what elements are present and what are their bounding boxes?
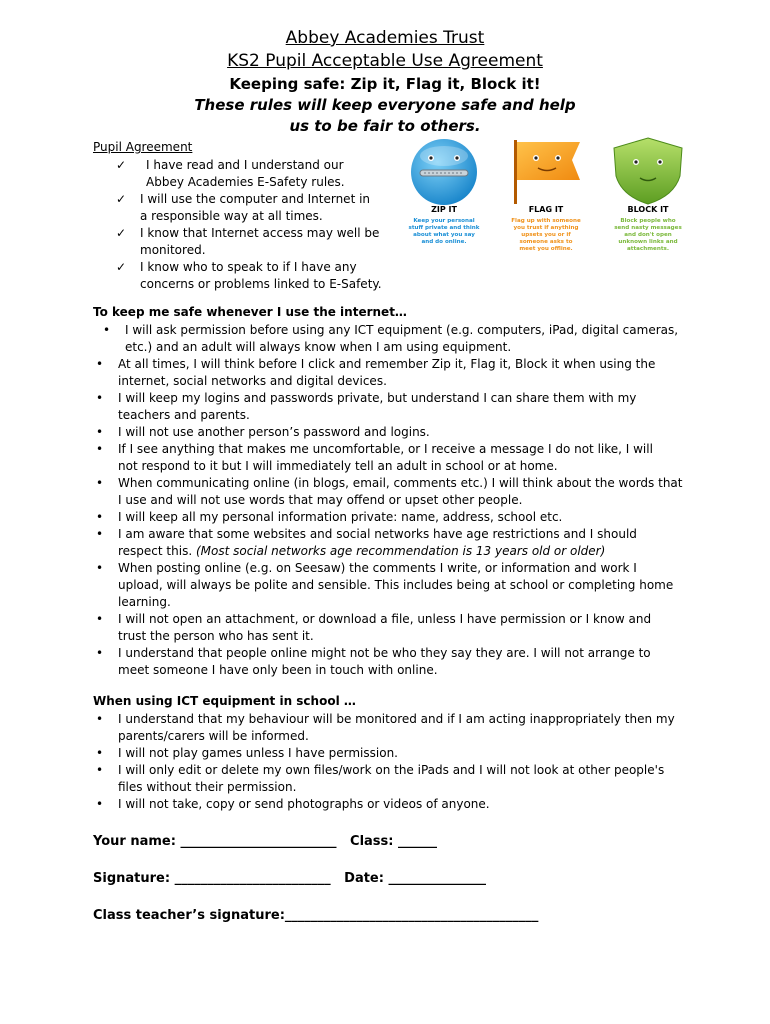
list-item: • At all times, I will think before I click and remember Zip it, Flag it, Block it when using the internet, social networks and digital devices. xyxy=(96,357,656,388)
list-item: • I understand that my behaviour will be monitored and if I am acting inappropriately then my parents/carers will be informed. xyxy=(96,712,675,743)
zip-it-badge xyxy=(398,136,490,266)
shield-icon xyxy=(602,136,694,206)
list-item: • I will not play games unless I have permission. xyxy=(96,746,398,760)
flag-it-title: FLAG IT xyxy=(528,205,564,214)
pupil-agreement-list xyxy=(116,157,396,293)
flag-it-text: Flag up with someone you trust if anything upsets you or if someone asks to meet you offline. xyxy=(511,218,581,252)
list-item: • I will not take, copy or send photographs or videos of anyone. xyxy=(96,797,490,811)
bullet-icon: • xyxy=(96,712,104,726)
teacher-signature-field[interactable]: Class teacher’s signature:_______________________________________ xyxy=(93,908,539,923)
school-rules-list xyxy=(93,711,683,813)
bullet-icon: • xyxy=(96,646,104,660)
list-item: ✓ I know that Internet access may well be monitored. xyxy=(116,226,380,257)
bullet-icon: • xyxy=(96,527,104,541)
list-item: • If I see anything that makes me uncomfortable, or I receive a message I do not like, I will not respond to it but I will immediately tell an adult in school or at home. xyxy=(96,442,653,473)
list-item: ✓ I know who to speak to if I have any concerns or problems linked to E-Safety. xyxy=(116,260,382,291)
check-icon: ✓ xyxy=(116,158,127,172)
list-item: • I will not use another person’s password and logins. xyxy=(96,425,430,439)
list-item: • I will keep my logins and passwords private, but understand I can share them with my teachers and parents. xyxy=(96,391,637,422)
intro-line-2: us to be fair to others. xyxy=(289,117,481,135)
zip-it-title: ZIP IT xyxy=(431,205,457,214)
flag-it-badge xyxy=(500,136,592,266)
intro-line-1: These rules will keep everyone safe and help xyxy=(194,96,576,114)
signature-date-field[interactable]: Signature: ________________________ Date: _______________ xyxy=(93,871,486,886)
list-item: • When communicating online (in blogs, email, comments etc.) I will think about the words that I use and will not use words that may offend or upset other people. xyxy=(96,476,683,507)
age-recommendation-note: (Most social networks age recommendation is 13 years old or older) xyxy=(195,544,606,558)
check-icon: ✓ xyxy=(116,260,127,274)
bullet-icon: • xyxy=(96,442,104,456)
pupil-agreement-title: Pupil Agreement xyxy=(93,140,193,154)
check-icon: ✓ xyxy=(116,226,127,240)
school-section-title: When using ICT equipment in school … xyxy=(93,694,356,708)
check-icon: ✓ xyxy=(116,192,127,206)
block-it-text: Block people who send nasty messages and don't open unknown links and attachments. xyxy=(614,218,682,252)
block-it-badge xyxy=(602,136,694,266)
list-item: • I will only edit or delete my own files/work on the iPads and I will not look at other people's files without their permission. xyxy=(96,763,665,794)
zip-icon xyxy=(398,136,490,206)
bullet-icon: • xyxy=(96,425,104,439)
bullet-icon: • xyxy=(103,323,111,337)
bullet-icon: • xyxy=(96,476,104,490)
flag-icon xyxy=(500,136,592,206)
list-item: • I will keep all my personal information private: name, address, school etc. xyxy=(96,510,563,524)
slogan: Keeping safe: Zip it, Flag it, Block it! xyxy=(229,75,541,93)
internet-section-title: To keep me safe whenever I use the internet… xyxy=(93,305,407,319)
internet-rules-list xyxy=(93,322,683,679)
zip-flag-block-graphic xyxy=(398,136,698,266)
bullet-icon: • xyxy=(96,391,104,405)
bullet-icon: • xyxy=(96,612,104,626)
org-title: Abbey Academies Trust xyxy=(285,28,485,48)
bullet-icon: • xyxy=(96,510,104,524)
block-it-title: BLOCK IT xyxy=(627,205,669,214)
list-item: ✓ I will use the computer and Internet in a responsible way at all times. xyxy=(116,192,371,223)
list-item: • I will ask permission before using any ICT equipment (e.g. computers, iPad, digital cameras, etc.) and an adult will always know when I am using equipment. xyxy=(103,323,679,354)
list-item: • I will not open an attachment, or download a file, unless I have permission or I know and trust the person who has sent it. xyxy=(96,612,652,643)
list-item: • When posting online (e.g. on Seesaw) the comments I write, or information and work I upload, will always be polite and sensible. This includes being at school or completing home learning. xyxy=(96,561,674,609)
list-item: • I am aware that some websites and social networks have age restrictions and I should respect this. (Most social networks age recommendation is 13 years old or older) xyxy=(96,527,637,558)
name-class-field[interactable]: Your name: ________________________ Class: ______ xyxy=(93,834,438,849)
bullet-icon: • xyxy=(96,797,104,811)
bullet-icon: • xyxy=(96,763,104,777)
list-item: • I understand that people online might not be who they say they are. I will not arrange to meet someone I have only been in touch with online. xyxy=(96,646,651,677)
agreement-title: KS2 Pupil Acceptable Use Agreement xyxy=(227,51,543,71)
list-item: ✓ I have read and I understand our Abbey Academies E-Safety rules. xyxy=(116,158,345,189)
bullet-icon: • xyxy=(96,561,104,575)
bullet-icon: • xyxy=(96,357,104,371)
bullet-icon: • xyxy=(96,746,104,760)
zip-it-text: Keep your personal stuff private and think about what you say and do online. xyxy=(408,218,480,245)
